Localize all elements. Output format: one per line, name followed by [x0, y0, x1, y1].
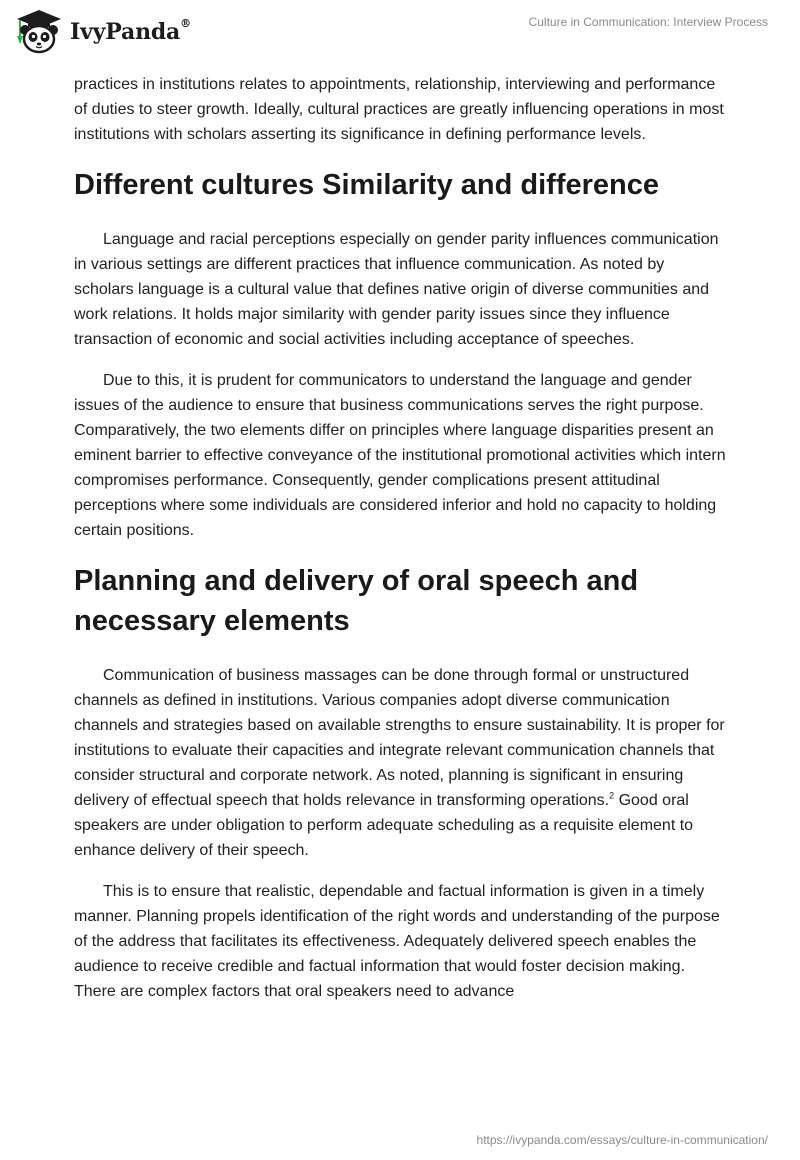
ivypanda-logo[interactable]	[14, 8, 191, 56]
intro-paragraph: practices in institutions relates to appointments, relationship, interviewing and performance of duties to steer growth. Ideally, cultural practices are greatly influencing operations in most institutions with scholars asserting its significance in defining performance levels.	[74, 76, 724, 143]
paragraph-channels: Communication of business massages can be done through formal or unstructured channels as defined in institutions. Various companies adopt diverse communication channels and strategies based on available strengths to ensure sustainability. It is proper for institutions to evaluate their capacities and integrate relevant communication channels that consider structural and corporate network. As noted, planning is significant in ensuring delivery of effectual speech that holds relevance in transforming operations.$^2$ Good oral speakers are under obligation to perform adequate scheduling as a requisite element to enhance delivery of their speech.	[74, 667, 725, 859]
page-header	[0, 0, 800, 70]
document-title: Culture in Communication: Interview Process	[528, 15, 768, 29]
panda-graduate-logo-icon	[14, 8, 64, 56]
section-heading-planning: Planning and delivery of oral speech and necessary elements	[74, 565, 639, 637]
section-heading-cultures: Different cultures Similarity and difference	[74, 169, 659, 201]
source-url[interactable]: https://ivypanda.com/essays/culture-in-communication/	[476, 1133, 768, 1147]
paragraph-planning: This is to ensure that realistic, dependable and factual information is given in a timely manner. Planning propels identification of the right words and understanding of the purpose of the address that facilitates its effectiveness. Adequately delivered speech enables the audience to receive credible and factual information that would foster decision making. There are complex factors that oral speakers need to advance	[74, 883, 720, 1000]
paragraph-language: Language and racial perceptions especially on gender parity influences communication in various settings are different practices that influence communication. As noted by scholars language is a cultural value that defines native origin of diverse communities and work relations. It holds major similarity with gender parity issues since they influence transaction of economic and social activities including acceptance of speeches.	[74, 231, 719, 348]
paragraph-comparison: Due to this, it is prudent for communicators to understand the language and gender issues of the audience to ensure that business communications serves the right purpose. Comparatively, the two elements differ on principles where language disparities present an eminent barrier to effective conveyance of the institutional promotional activities which intern compromises performance. Consequently, gender complications present attitudinal perceptions where some individuals are considered inferior and hold no capacity to holding certain positions.	[74, 372, 726, 539]
brand-name: IvyPanda®	[70, 17, 191, 45]
essay-content	[74, 72, 728, 1020]
footnote-reference[interactable]: 2	[609, 790, 615, 801]
